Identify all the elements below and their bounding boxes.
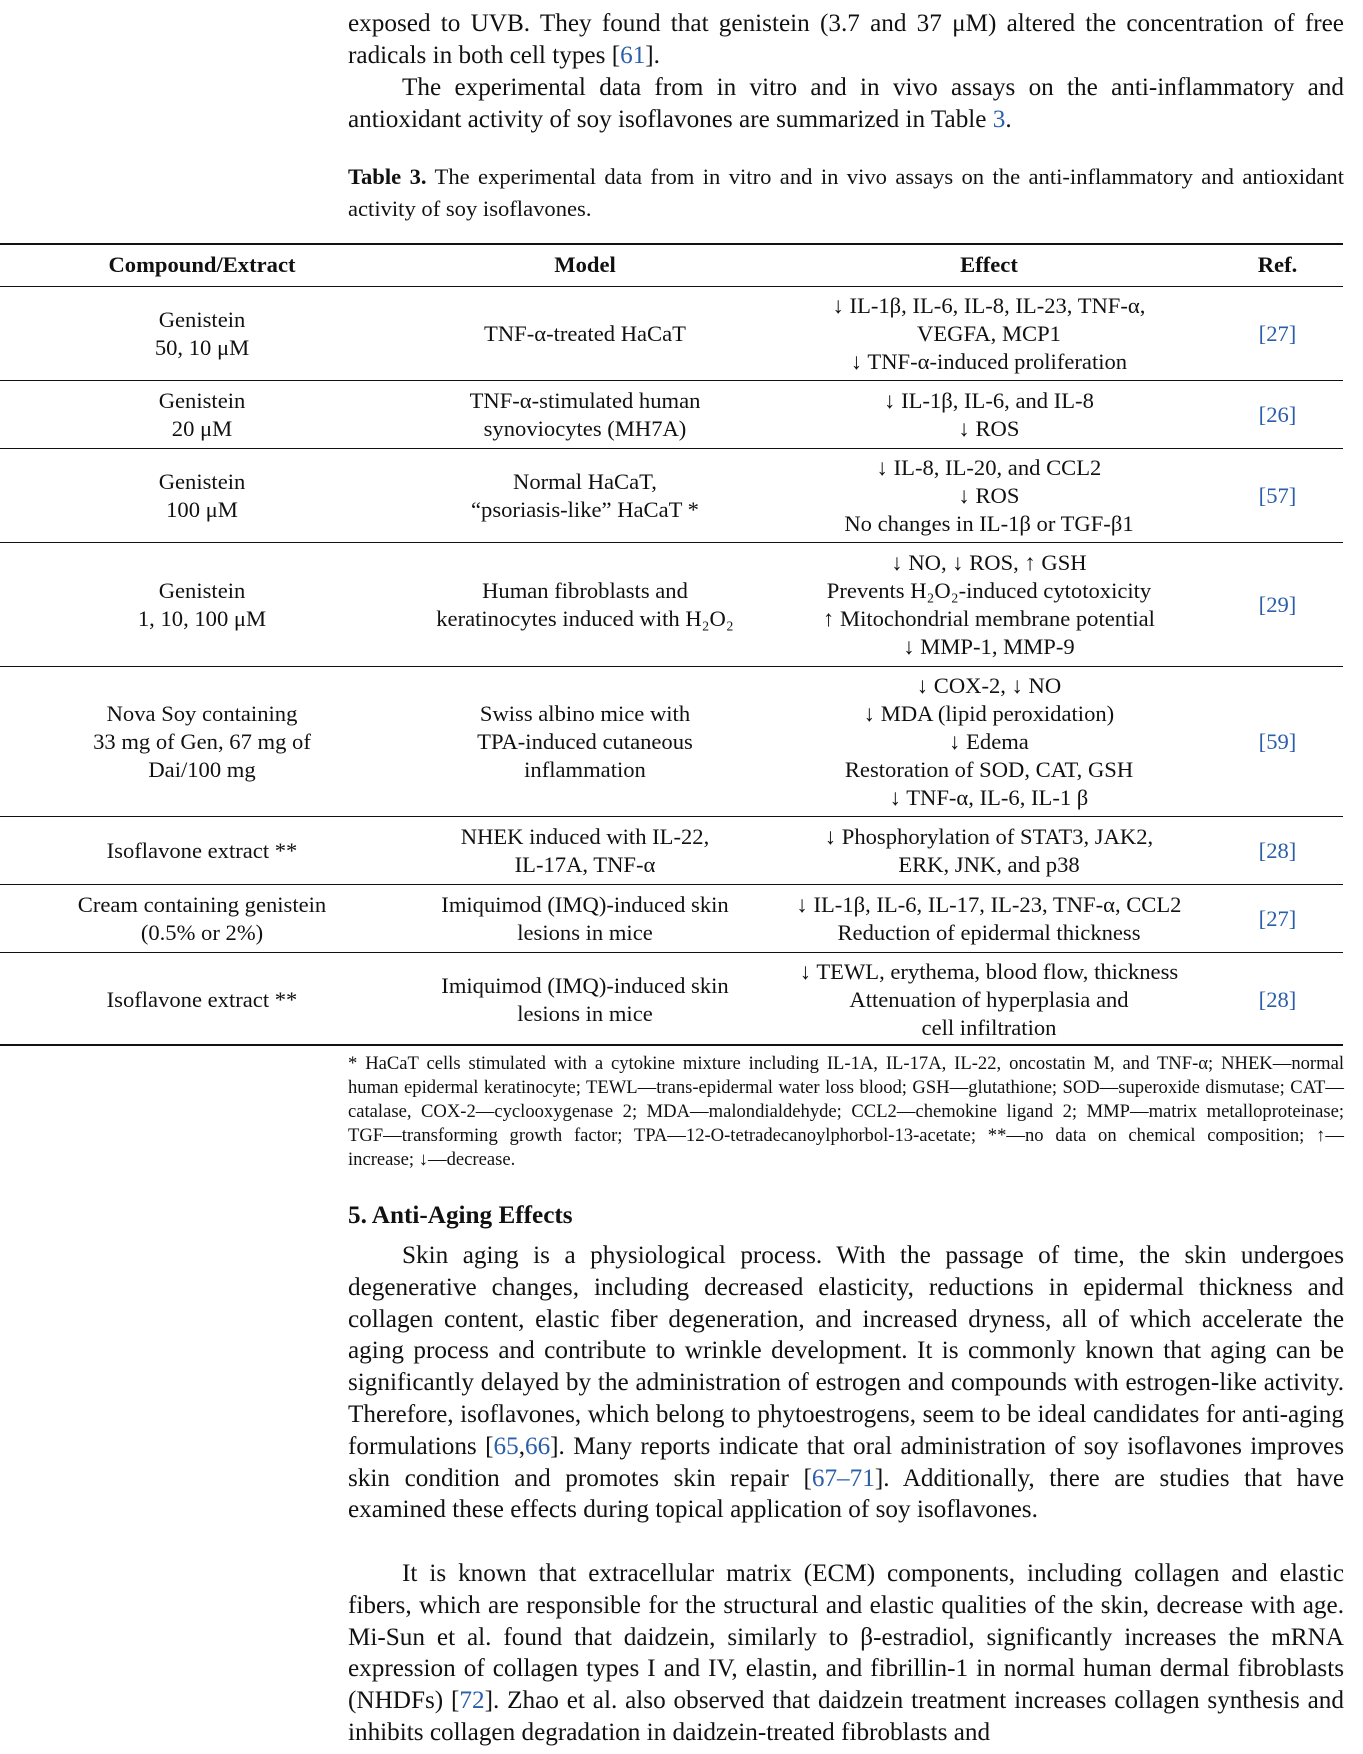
citation-link[interactable]: [26] xyxy=(1258,401,1297,427)
cell-effect xyxy=(766,885,1212,953)
cell-compound xyxy=(0,287,404,381)
cell-model-line: lesions in mice xyxy=(517,1000,653,1026)
caption-text: The experimental data from in vitro and in vivo assays on the anti-inflammatory and antioxidant activity of soy isoflavones. xyxy=(348,164,1344,221)
cell-model-line: TPA-induced cutaneous xyxy=(477,728,693,754)
cell-compound-line: 50, 10 μM xyxy=(154,334,250,360)
cell-effect-line: ↓ IL-1β, IL-6, and IL-8 xyxy=(884,387,1094,413)
cell-ref xyxy=(1212,667,1343,817)
table-row xyxy=(0,953,1343,1047)
citation-link[interactable]: [27] xyxy=(1258,905,1297,931)
cell-compound xyxy=(0,817,404,885)
table-link[interactable]: 3 xyxy=(992,105,1006,133)
cell-model xyxy=(404,953,766,1047)
isoflavone-table xyxy=(0,244,1343,1047)
cell-model-line: lesions in mice xyxy=(517,919,653,945)
cell-effect-line: Attenuation of hyperplasia and xyxy=(849,986,1129,1012)
cell-effect xyxy=(766,953,1212,1047)
table-row xyxy=(0,667,1343,817)
cell-compound-line: Genistein xyxy=(158,306,246,332)
cell-model-line: NHEK induced with IL-22, xyxy=(460,823,710,849)
caption-label: Table 3. xyxy=(348,164,427,189)
citation-link[interactable]: [27] xyxy=(1258,320,1297,346)
cell-ref xyxy=(1212,953,1343,1047)
cell-compound xyxy=(0,885,404,953)
cell-compound xyxy=(0,449,404,543)
cell-compound-line: 33 mg of Gen, 67 mg of xyxy=(93,728,311,754)
cell-model xyxy=(404,885,766,953)
cell-effect-line: ↑ Mitochondrial membrane potential xyxy=(823,605,1155,631)
table-footnote: * HaCaT cells stimulated with a cytokine mixture including IL-1A, IL-17A, IL-22, oncostatin M, and TNF-α; NHEK—normal human epidermal keratinocyte; TEWL—trans-epidermal water loss blood; GSH—glutathione; SOD—superoxide dismutase; CAT—catalase, COX-2—cyclooxygenase 2; MDA—malondialdehyde; CCL2—chemokine ligand 2; MMP—matrix metalloproteinase; TGF—transforming growth factor; TPA—12-O-tetradecanoylphorbol-13-acetate; **—no data on chemical composition; ↑—increase; ↓—decrease. xyxy=(348,1053,1344,1170)
citation-link[interactable]: [28] xyxy=(1258,986,1297,1012)
table-header-row xyxy=(0,244,1343,287)
cell-compound-line: Genistein xyxy=(158,468,246,494)
citation-link[interactable]: [57] xyxy=(1258,482,1297,508)
cell-effect-line: ↓ Phosphorylation of STAT3, JAK2, xyxy=(824,823,1154,849)
cell-effect-line: cell infiltration xyxy=(921,1014,1057,1040)
cell-model-line: Swiss albino mice with xyxy=(479,700,691,726)
table-caption xyxy=(348,161,1344,225)
cell-compound xyxy=(0,667,404,817)
cell-compound-line: Genistein xyxy=(158,577,246,603)
cell-model-line: Normal HaCaT, xyxy=(513,468,657,494)
cell-compound-line: Dai/100 mg xyxy=(148,756,256,782)
cell-model-line: “psoriasis-like” HaCaT * xyxy=(471,496,699,522)
citation-link[interactable]: [28] xyxy=(1258,837,1297,863)
cell-ref xyxy=(1212,449,1343,543)
cell-ref xyxy=(1212,543,1343,667)
intro-text: . xyxy=(1005,105,1012,133)
cell-compound-line: 1, 10, 100 μM xyxy=(137,605,267,631)
cell-model xyxy=(404,449,766,543)
cell-effect-line: ↓ NO, ↓ ROS, ↑ GSH xyxy=(891,549,1087,575)
cell-effect-line: ↓ MMP-1, MMP-9 xyxy=(903,633,1075,659)
header-model: Model xyxy=(554,252,616,277)
cell-model-line: inflammation xyxy=(524,756,646,782)
cell-compound-line: Cream containing genistein xyxy=(77,891,327,917)
cell-effect xyxy=(766,667,1212,817)
cell-effect-line: Prevents H₂O₂-induced cytotoxicity xyxy=(826,577,1152,603)
cell-model xyxy=(404,817,766,885)
body-text: It is known that extracellular matrix (ECM) components, including collagen and elastic fibers, which are responsible for the structural and elastic qualities of the skin, decrease with age. Mi-Sun et al. found that daidzein, similarly to β-estradiol, significantly increases the mRNA expression of collagen types I and IV, elastin, and fibrillin-1 in normal human dermal fibroblasts (NHDFs) [ xyxy=(348,1560,1344,1715)
cell-effect xyxy=(766,287,1212,381)
cell-effect-line: ↓ ROS xyxy=(958,482,1020,508)
body-text: ]. Zhao et al. also observed that daidzein treatment increases collagen synthesis and inhibits collagen degradation in daidzein-treated fibroblasts and xyxy=(348,1687,1344,1746)
section-heading: 5. Anti-Aging Effects xyxy=(348,1202,573,1229)
cell-effect xyxy=(766,381,1212,449)
intro-text: exposed to UVB. They found that genistein (3.7 and 37 μM) altered the concentration of free radicals in both cell types [ xyxy=(348,10,1344,69)
citation-link[interactable]: 72 xyxy=(459,1687,485,1715)
cell-effect-line: Restoration of SOD, CAT, GSH xyxy=(844,756,1134,782)
body-text: Skin aging is a physiological process. With the passage of time, the skin undergoes degenerative changes, including decreased elasticity, reductions in epidermal thickness and collagen content, elastic fiber degeneration, and increased dryness, all of which accelerate the aging process and contribute to wrinkle development. It is commonly known that aging can be significantly delayed by the administration of estrogen and compounds with estrogen-like activity. Therefore, isoflavones, which belong to phytoestrogens, seem to be ideal candidates for anti-aging formulations [ xyxy=(348,1242,1344,1460)
cell-effect-line: ↓ IL-8, IL-20, and CCL2 xyxy=(876,454,1102,480)
cell-model xyxy=(404,543,766,667)
cell-ref xyxy=(1212,885,1343,953)
cell-effect-line: Reduction of epidermal thickness xyxy=(837,919,1141,945)
cell-effect-line: ERK, JNK, and p38 xyxy=(898,851,1080,877)
intro-text: ]. xyxy=(645,41,660,69)
cell-effect-line: ↓ TEWL, erythema, blood flow, thickness xyxy=(799,958,1179,984)
cell-ref xyxy=(1212,287,1343,381)
cell-effect-line: ↓ IL-1β, IL-6, IL-8, IL-23, TNF-α, xyxy=(832,292,1146,318)
citation-link[interactable]: [29] xyxy=(1258,591,1297,617)
body-text: ]. Additionally, there are studies that have examined these effects during topical application of soy isoflavones. xyxy=(348,1464,1344,1524)
cell-model xyxy=(404,667,766,817)
cell-model-line: keratinocytes induced with H₂O₂ xyxy=(436,605,734,631)
cell-compound-line: Genistein xyxy=(158,387,246,413)
cell-effect-line: ↓ TNF-α, IL-6, IL-1 β xyxy=(889,784,1089,810)
table-row xyxy=(0,287,1343,381)
cell-model-line: Human fibroblasts and xyxy=(482,577,688,603)
cell-effect-line: ↓ IL-1β, IL-6, IL-17, IL-23, TNF-α, CCL2 xyxy=(796,891,1182,917)
table-row xyxy=(0,449,1343,543)
header-effect: Effect xyxy=(960,252,1018,277)
cell-effect-line: VEGFA, MCP1 xyxy=(917,320,1061,346)
table-bottom-rule xyxy=(0,1044,1343,1046)
cell-model-line: IL-17A, TNF-α xyxy=(514,851,656,877)
cell-model-line: TNF-α-treated HaCaT xyxy=(484,320,686,346)
cell-ref xyxy=(1212,381,1343,449)
cell-effect xyxy=(766,449,1212,543)
table-row xyxy=(0,817,1343,885)
cell-compound-line: 20 μM xyxy=(171,415,233,441)
cell-model-line: synoviocytes (MH7A) xyxy=(483,415,687,441)
citation-link[interactable]: 66 xyxy=(524,1432,551,1460)
cell-compound-line: Isoflavone extract ** xyxy=(106,837,298,863)
body-paragraph-1 xyxy=(348,1240,1344,1526)
citation-link[interactable]: [59] xyxy=(1258,728,1297,754)
citation-link[interactable]: 65 xyxy=(493,1432,519,1460)
intro-text: The experimental data from in vitro and in vivo assays on the anti-inflammatory and antioxidant activity of soy isoflavones are summarized in Table xyxy=(348,74,1344,133)
intro-paragraph-1 xyxy=(348,8,1344,72)
table-row xyxy=(0,381,1343,449)
cell-model xyxy=(404,381,766,449)
body-text: ]. Many reports indicate that oral administration of soy isoflavones improves skin condition and promotes skin repair [ xyxy=(348,1432,1344,1492)
cell-effect-line: ↓ COX-2, ↓ NO xyxy=(916,672,1062,698)
body-paragraph-2 xyxy=(348,1558,1344,1749)
cell-effect xyxy=(766,817,1212,885)
cell-effect xyxy=(766,543,1212,667)
cell-model-line: TNF-α-stimulated human xyxy=(469,387,701,413)
table-row xyxy=(0,885,1343,953)
cell-effect-line: ↓ ROS xyxy=(958,415,1020,441)
cell-compound-line: 100 μM xyxy=(166,496,238,522)
cell-effect-line: No changes in IL-1β or TGF-β1 xyxy=(844,510,1134,536)
citation-link[interactable]: 61 xyxy=(620,41,646,69)
cell-compound xyxy=(0,953,404,1047)
cell-compound-line: (0.5% or 2%) xyxy=(140,919,264,945)
cell-compound-line: Nova Soy containing xyxy=(106,700,298,726)
table-row xyxy=(0,543,1343,667)
body-text: , xyxy=(518,1432,525,1460)
intro-paragraph-2 xyxy=(348,72,1344,136)
cell-effect-line: ↓ Edema xyxy=(949,728,1029,754)
cell-model-line: Imiquimod (IMQ)-induced skin xyxy=(441,972,729,998)
cell-ref xyxy=(1212,817,1343,885)
cell-compound xyxy=(0,381,404,449)
cell-model xyxy=(404,287,766,381)
cell-effect-line: ↓ TNF-α-induced proliferation xyxy=(850,348,1128,374)
cell-compound-line: Isoflavone extract ** xyxy=(106,986,298,1012)
cell-model-line: Imiquimod (IMQ)-induced skin xyxy=(441,891,729,917)
citation-link[interactable]: 67–71 xyxy=(811,1464,875,1492)
cell-compound xyxy=(0,543,404,667)
header-ref: Ref. xyxy=(1257,252,1298,277)
table-body xyxy=(0,287,1343,1047)
cell-effect-line: ↓ MDA (lipid peroxidation) xyxy=(863,700,1115,726)
header-compound: Compound/Extract xyxy=(108,252,296,277)
